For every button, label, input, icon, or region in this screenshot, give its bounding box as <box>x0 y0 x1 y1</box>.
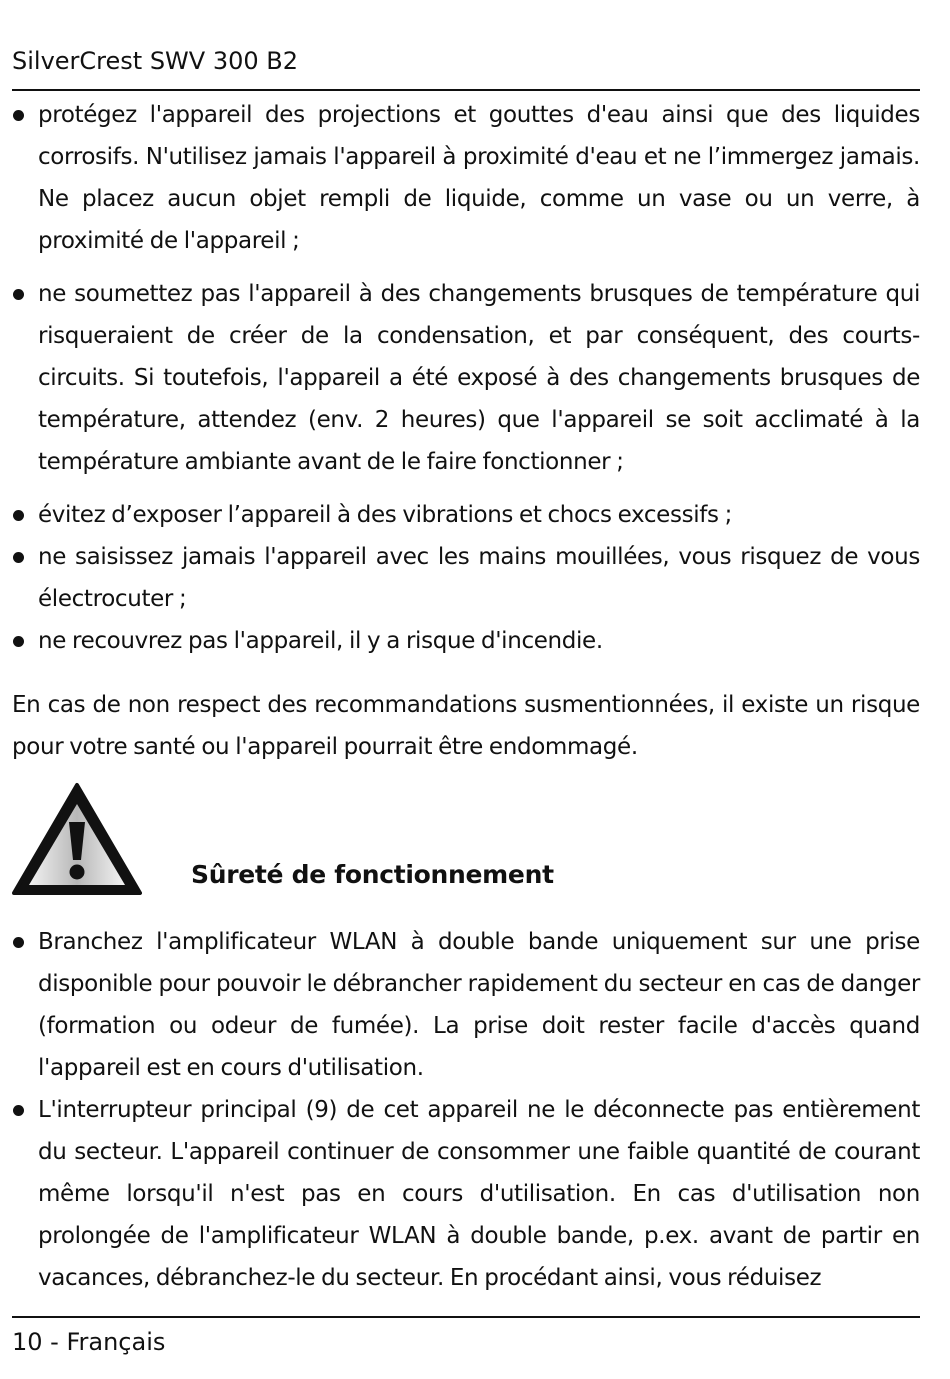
list-item <box>12 1089 920 1299</box>
footer-rule <box>12 1316 920 1318</box>
list-item-text: ne recouvrez pas l'appareil, il y a risque d'incendie. <box>38 628 603 654</box>
list-item <box>12 921 920 1089</box>
bullet-icon <box>13 552 24 563</box>
operation-safety-list <box>12 921 920 1299</box>
consequence-paragraph: En cas de non respect des recommandations susmentionnées, il existe un risque pour votre santé ou l'appareil pourrait être endommagé. <box>12 692 920 760</box>
list-item <box>12 494 920 536</box>
list-item-text: protégez l'appareil des projections et gouttes d'eau ainsi que des liquides corrosifs. N'utilisez jamais l'appareil à proximité d'eau et ne l’immergez jamais. Ne placez aucun objet rempli de liquide, comme un vase ou un verre, à proximité de l'appareil ; <box>38 102 920 254</box>
page-footer: 10 - Français <box>12 1328 166 1356</box>
list-item-text: ne soumettez pas l'appareil à des changements brusques de température qui risqueraient de créer de la condensation, et par conséquent, des courts-circuits. Si toutefois, l'appareil a été exposé à des changements brusques de température, attendez (env. 2 heures) que l'appareil se soit acclimaté à la température ambiante avant de le faire fonctionner ; <box>38 281 920 475</box>
bullet-icon <box>13 636 24 647</box>
header-rule <box>12 89 920 91</box>
list-item <box>12 536 920 620</box>
warning-triangle-icon <box>12 782 142 898</box>
bullet-icon <box>13 289 24 300</box>
bullet-icon <box>13 937 24 948</box>
bullet-icon <box>13 110 24 121</box>
page-header: SilverCrest SWV 300 B2 <box>12 47 298 75</box>
safety-bullet-list <box>12 94 920 662</box>
list-item <box>12 620 920 662</box>
manual-page <box>12 0 920 1379</box>
list-item-text: Branchez l'amplificateur WLAN à double bande uniquement sur une prise disponible pour pouvoir le débrancher rapidement du secteur en cas de danger (formation ou odeur de fumée). La prise doit rester facile d'accès quand l'appareil est en cours d'utilisation. <box>38 929 920 1081</box>
list-item-text: L'interrupteur principal (9) de cet appareil ne le déconnecte pas entièrement du secteur. L'appareil continuer de consommer une faible quantité de courant même lorsqu'il n'est pas en cours d'utilisation. En cas d'utilisation non prolongée de l'amplificateur WLAN à double bande, p.ex. avant de partir en vacances, débranchez-le du secteur. En procédant ainsi, vous réduisez <box>38 1097 920 1291</box>
section-title: Sûreté de fonctionnement <box>191 860 554 889</box>
list-item <box>12 273 920 483</box>
bullet-icon <box>13 1105 24 1116</box>
list-item-text: ne saisissez jamais l'appareil avec les mains mouillées, vous risquez de vous électrocuter ; <box>38 544 920 612</box>
bullet-icon <box>13 510 24 521</box>
list-item <box>12 94 920 262</box>
list-item-text: évitez d’exposer l’appareil à des vibrations et chocs excessifs ; <box>38 502 732 528</box>
